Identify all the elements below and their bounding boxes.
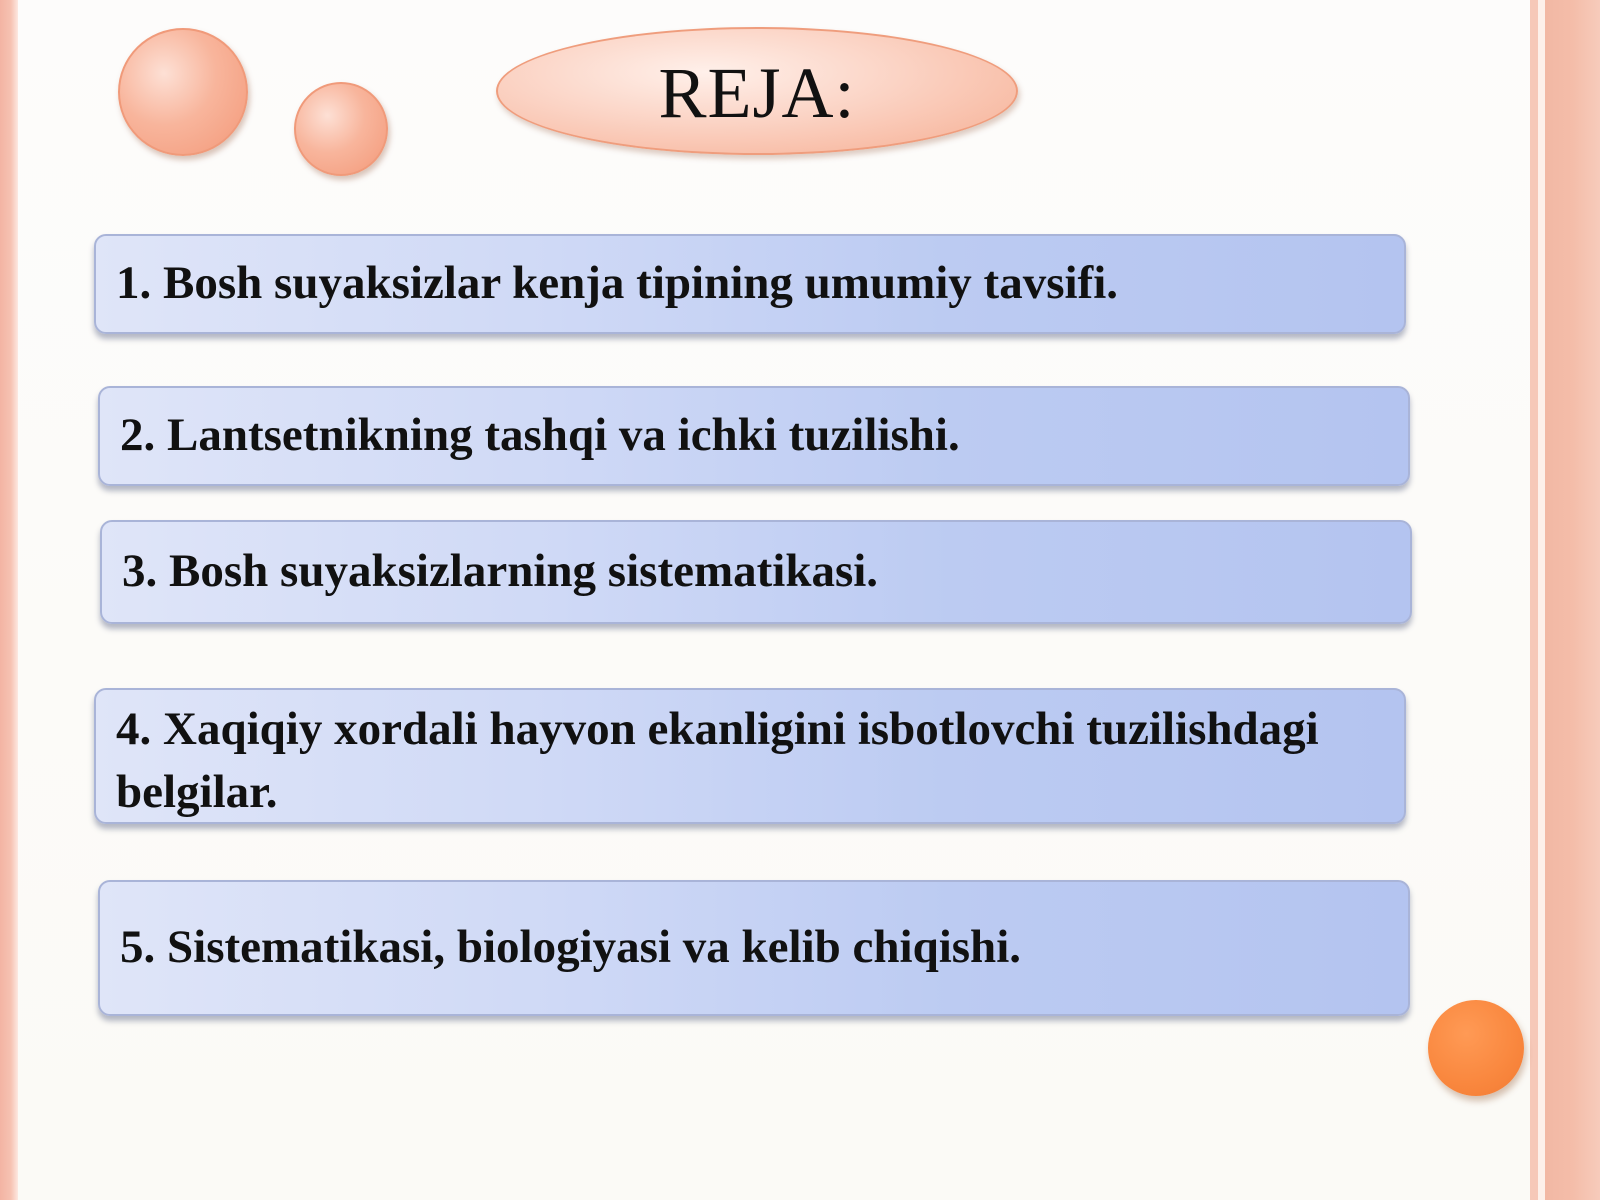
left-border-decoration (0, 0, 18, 1200)
plan-item-text: 4. Xaqiqiy xordali hayvon ekanligini isbotlovchi tuzilishdagi belgilar. (116, 703, 1319, 818)
slide-title: REJA: (658, 53, 856, 133)
plan-item-4 (94, 688, 1406, 824)
plan-item-1 (94, 234, 1406, 334)
plan-item-text: 3. Bosh suyaksizlarning sistematikasi. (122, 545, 879, 598)
plan-item-text: 2. Lantsetnikning tashqi va ichki tuzilishi. (120, 409, 960, 462)
decorative-circle-small (294, 82, 388, 176)
right-border-gap (1538, 0, 1545, 1200)
plan-item-3 (100, 520, 1412, 624)
decorative-circle-orange (1428, 1000, 1524, 1096)
right-border-stripe (1530, 0, 1538, 1200)
plan-item-text: 5. Sistematikasi, biologiyasi va kelib chiqishi. (120, 921, 1022, 974)
plan-item-5 (98, 880, 1410, 1016)
plan-item-text: 1. Bosh suyaksizlar kenja tipining umumiy tavsifi. (116, 257, 1119, 310)
title-ellipse (496, 27, 1018, 155)
decorative-circle-large (118, 28, 248, 156)
plan-item-2 (98, 386, 1410, 486)
right-border-band (1545, 0, 1600, 1200)
